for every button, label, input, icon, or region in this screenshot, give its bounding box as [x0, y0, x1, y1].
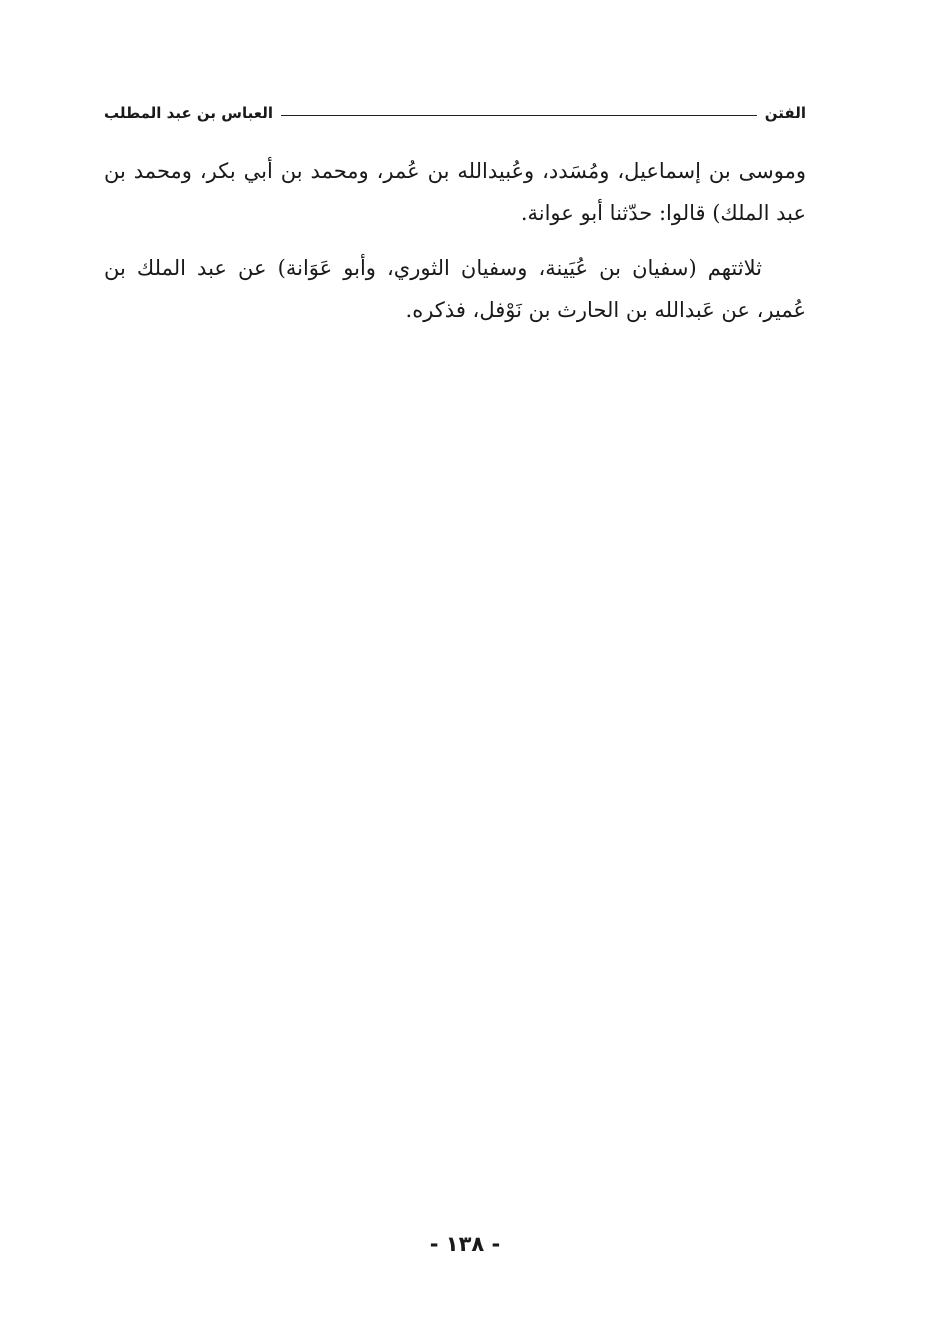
header-rule	[281, 115, 757, 116]
page-number: - ١٣٨ -	[429, 1232, 501, 1256]
main-text	[104, 150, 806, 344]
paragraph-2: ثلاثتهم (سفيان بن عُيَينة، وسفيان الثوري، وأبو عَوَانة) عن عبد الملك بن عُمير، عن عَبدالله بن الحارث بن نَوْفل، فذكره.	[104, 256, 806, 322]
paragraph-1: وموسى بن إسماعيل، ومُسَدد، وعُبيدالله بن عُمر، ومحمد بن أبي بكر، ومحمد بن عبد الملك) قالوا: حدّثنا أبو عوانة.	[104, 159, 806, 225]
running-header	[104, 98, 806, 128]
header-chapter-title: العباس بن عبد المطلب	[104, 104, 273, 122]
header-book-title: الفتن	[764, 104, 806, 122]
